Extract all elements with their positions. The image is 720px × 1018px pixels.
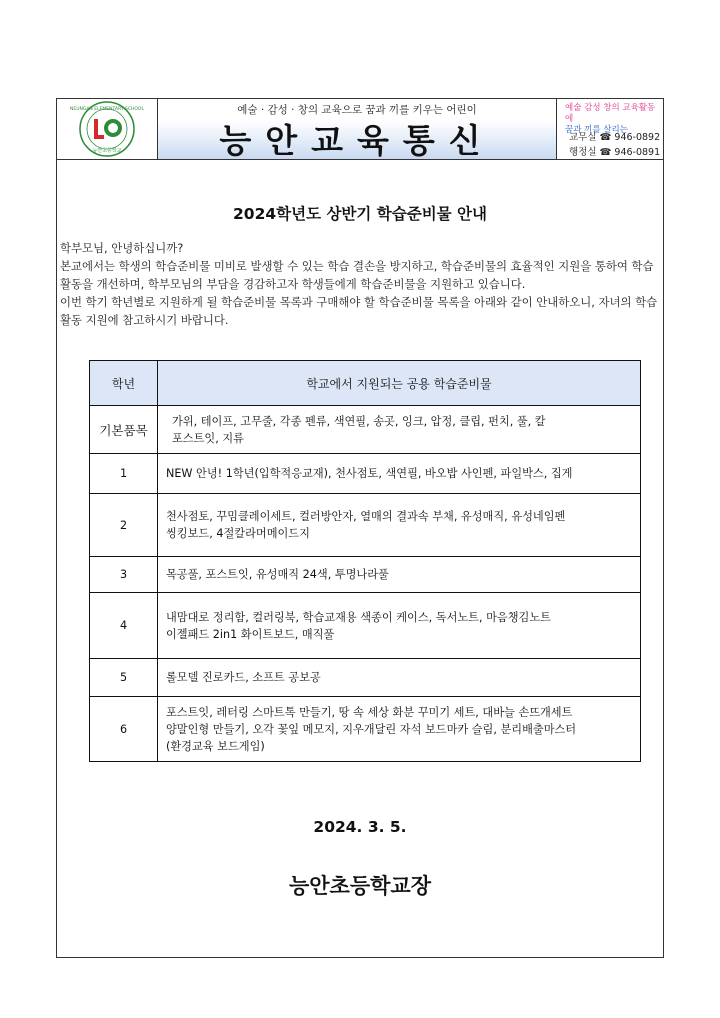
intro-text — [60, 239, 664, 329]
row-grade: 1 — [90, 454, 158, 494]
table-row — [90, 494, 641, 557]
row-grade: 4 — [90, 593, 158, 659]
row-items — [158, 697, 641, 762]
item-line: 롤모델 진로카드, 소프트 공보공 — [166, 671, 321, 684]
header-contact-area — [557, 99, 663, 159]
document-date: 2024. 3. 5. — [313, 818, 407, 836]
item-line: 양말인형 만들기, 오각 꽃잎 메모지, 지우개달린 자석 보드마카 슬림, 분리배출마스터 — [166, 722, 577, 736]
row-items — [158, 557, 641, 593]
item-line: 이젤패드 2in1 화이트보드, 매직풀 — [166, 627, 335, 641]
row-items — [158, 454, 641, 494]
school-emblem-icon — [63, 100, 151, 158]
header-slogan: 예술 · 감성 · 창의 교육으로 꿈과 끼를 키우는 어린이 — [237, 104, 477, 116]
table-row — [90, 406, 641, 454]
table-row — [90, 557, 641, 593]
office-contact-1: 교무실 ☎ 946-0892 — [569, 132, 661, 143]
row-items — [158, 494, 641, 557]
row-grade: 2 — [90, 494, 158, 557]
item-line: 씽킹보드, 4절칼라머메이드지 — [166, 527, 310, 540]
row-grade: 5 — [90, 659, 158, 697]
header-supplies: 학교에서 지원되는 공용 학습준비물 — [158, 361, 641, 406]
motto-line-2: 꿈과 끼를 살리는 — [565, 125, 628, 135]
intro-paragraph: 본교에서는 학생의 학습준비물 미비로 발생할 수 있는 학습 결손을 방지하고, 학습준비물의 효율적인 지원을 통하여 학습활동을 개선하며, 학부모님의 부담을 경감하고자 학생들에게 학습준비물을 지원하고 있습니다. — [60, 259, 654, 291]
intro-paragraph: 이번 학기 학년별로 지원하게 될 학습준비물 목록과 구매해야 할 학습준비물 목록을 아래와 같이 안내하오니, 자녀의 학습활동 지원에 참고하시기 바랍니다. — [60, 295, 658, 327]
row-items — [158, 659, 641, 697]
intro-paragraph: 학부모님, 안녕하십니까? — [60, 241, 184, 255]
item-line: NEW 안녕! 1학년(입학적응교재), 천사점토, 색연필, 바오밥 사인펜, 파일박스, 집게 — [166, 467, 573, 480]
row-items — [158, 406, 641, 454]
row-grade: 6 — [90, 697, 158, 762]
header-title-area — [158, 99, 557, 159]
document-title: 2024학년도 상반기 학습준비물 안내 — [233, 205, 487, 223]
item-line: 천사점토, 꾸밈클레이세트, 컬러방안자, 열매의 결과속 부채, 유성매직, 유성네임펜 — [166, 510, 566, 523]
item-line: 내맘대로 정리함, 컬러링북, 학습교재용 색종이 케이스, 독서노트, 마음챙김노트 — [166, 610, 551, 624]
motto-line-1: 예술 감성 창의 교육활동에 — [565, 103, 656, 124]
principal-signature: 능안초등학교장 — [288, 874, 431, 898]
office-contact-2: 행정실 ☎ 946-0891 — [569, 147, 661, 158]
school-logo — [57, 99, 158, 159]
row-items — [158, 593, 641, 659]
row-grade: 3 — [90, 557, 158, 593]
logo-bottom-text: 능안초등학교 — [92, 148, 122, 154]
table-row — [90, 659, 641, 697]
newsletter-header — [56, 98, 664, 160]
table-row — [90, 697, 641, 762]
header-grade: 학년 — [90, 361, 158, 406]
item-line: 목공풀, 포스트잇, 유성매직 24색, 투명나라풀 — [166, 568, 389, 581]
newsletter-title: 능안교육통신 — [219, 121, 495, 159]
item-line: (환경교육 보드게임) — [166, 739, 265, 753]
logo-ring-text: NEUNGAN ELEMENTARY SCHOOL — [70, 107, 144, 112]
item-line: 포스트잇, 레터링 스마트톡 만들기, 땅 속 세상 화분 꾸미기 세트, 대바늘 손뜨개세트 — [166, 705, 573, 719]
row-grade: 기본품목 — [90, 406, 158, 454]
supplies-table — [89, 360, 641, 762]
item-line: 가위, 테이프, 고무줄, 각종 펜류, 색연필, 송곳, 잉크, 압정, 클립, 펀치, 풀, 칼 — [172, 414, 546, 428]
table-row — [90, 593, 641, 659]
table-row — [90, 454, 641, 494]
table-header-row — [90, 361, 641, 406]
item-line: 포스트잇, 지류 — [172, 431, 244, 445]
